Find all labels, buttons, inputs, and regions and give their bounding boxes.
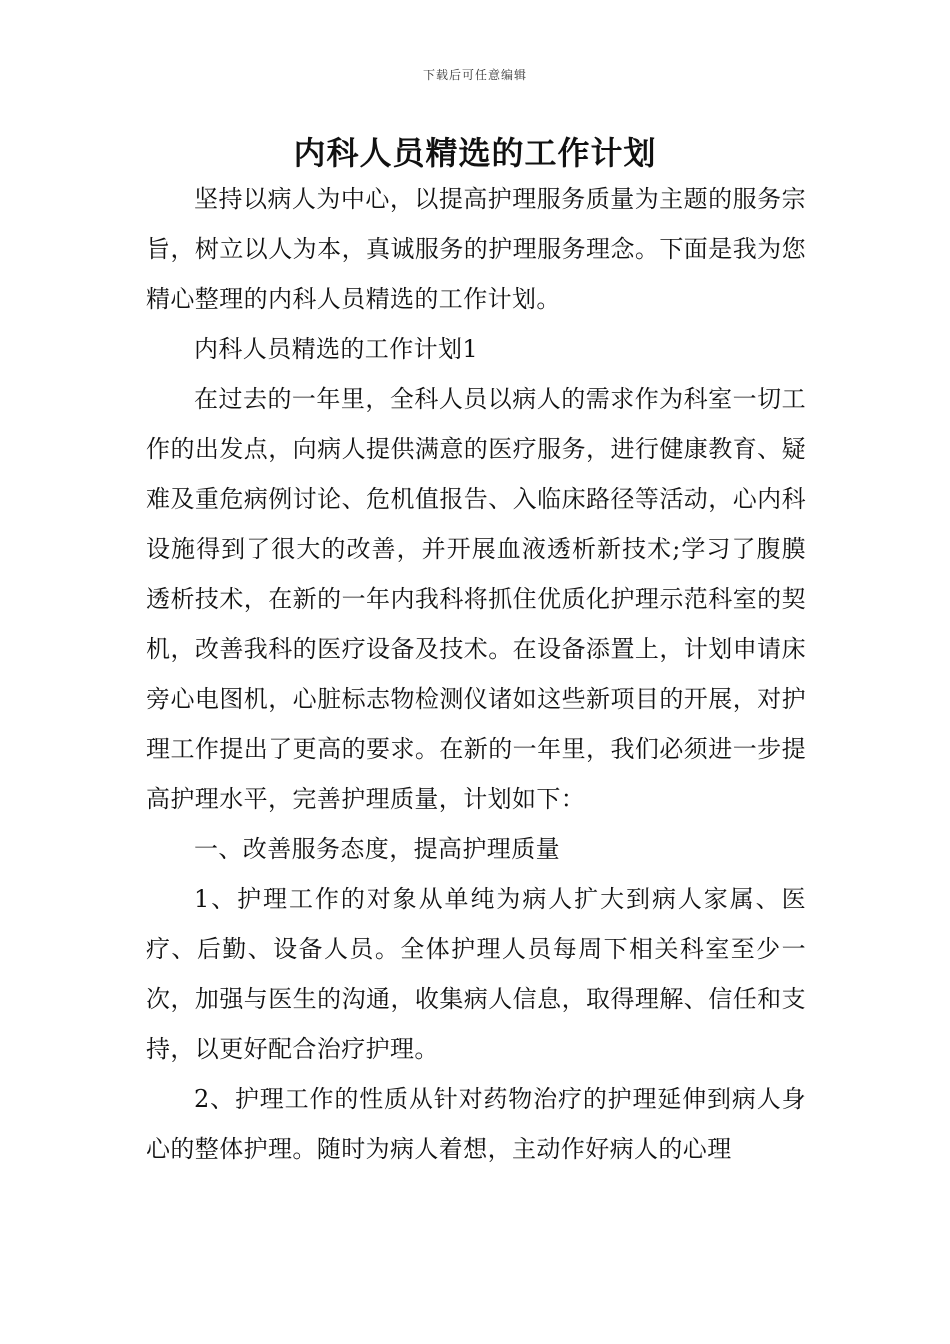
paragraph-review: 在过去的一年里，全科人员以病人的需求作为科室一切工作的出发点，向病人提供满意的医疗服务，进行健康教育、疑难及重危病例讨论、危机值报告、入临床路径等活动，心内科设施得到了很大的改善，并开展血液透析新技术;学习了腹膜透析技术，在新的一年内我科将抓住优质化护理示范科室的契机，改善我科的医疗设备及技术。在设备添置上，计划申请床旁心电图机，心脏标志物检测仪诸如这些新项目的开展，对护理工作提出了更高的要求。在新的一年里，我们必须进一步提高护理水平，完善护理质量，计划如下： xyxy=(146,385,806,813)
section-heading-plan-1: 内科人员精选的工作计划1 xyxy=(194,335,479,363)
paragraph-intro: 坚持以病人为中心，以提高护理服务质量为主题的服务宗旨，树立以人为本，真诚服务的护理服务理念。下面是我为您精心整理的内科人员精选的工作计划。 xyxy=(146,185,806,313)
header-note: 下载后可任意编辑 xyxy=(422,68,527,82)
section-heading-service-attitude: 一、改善服务态度，提高护理质量 xyxy=(194,835,560,863)
document-title: 内科人员精选的工作计划 xyxy=(293,134,657,172)
paragraph-item-2: 2、护理工作的性质从针对药物治疗的护理延伸到病人身心的整体护理。随时为病人着想，主动作好病人的心理 xyxy=(146,1085,806,1163)
document-body xyxy=(146,174,806,1174)
paragraph-item-1: 1、护理工作的对象从单纯为病人扩大到病人家属、医疗、后勤、设备人员。全体护理人员每周下相关科室至少一次，加强与医生的沟通，收集病人信息，取得理解、信任和支持，以更好配合治疗护理。 xyxy=(146,885,806,1063)
